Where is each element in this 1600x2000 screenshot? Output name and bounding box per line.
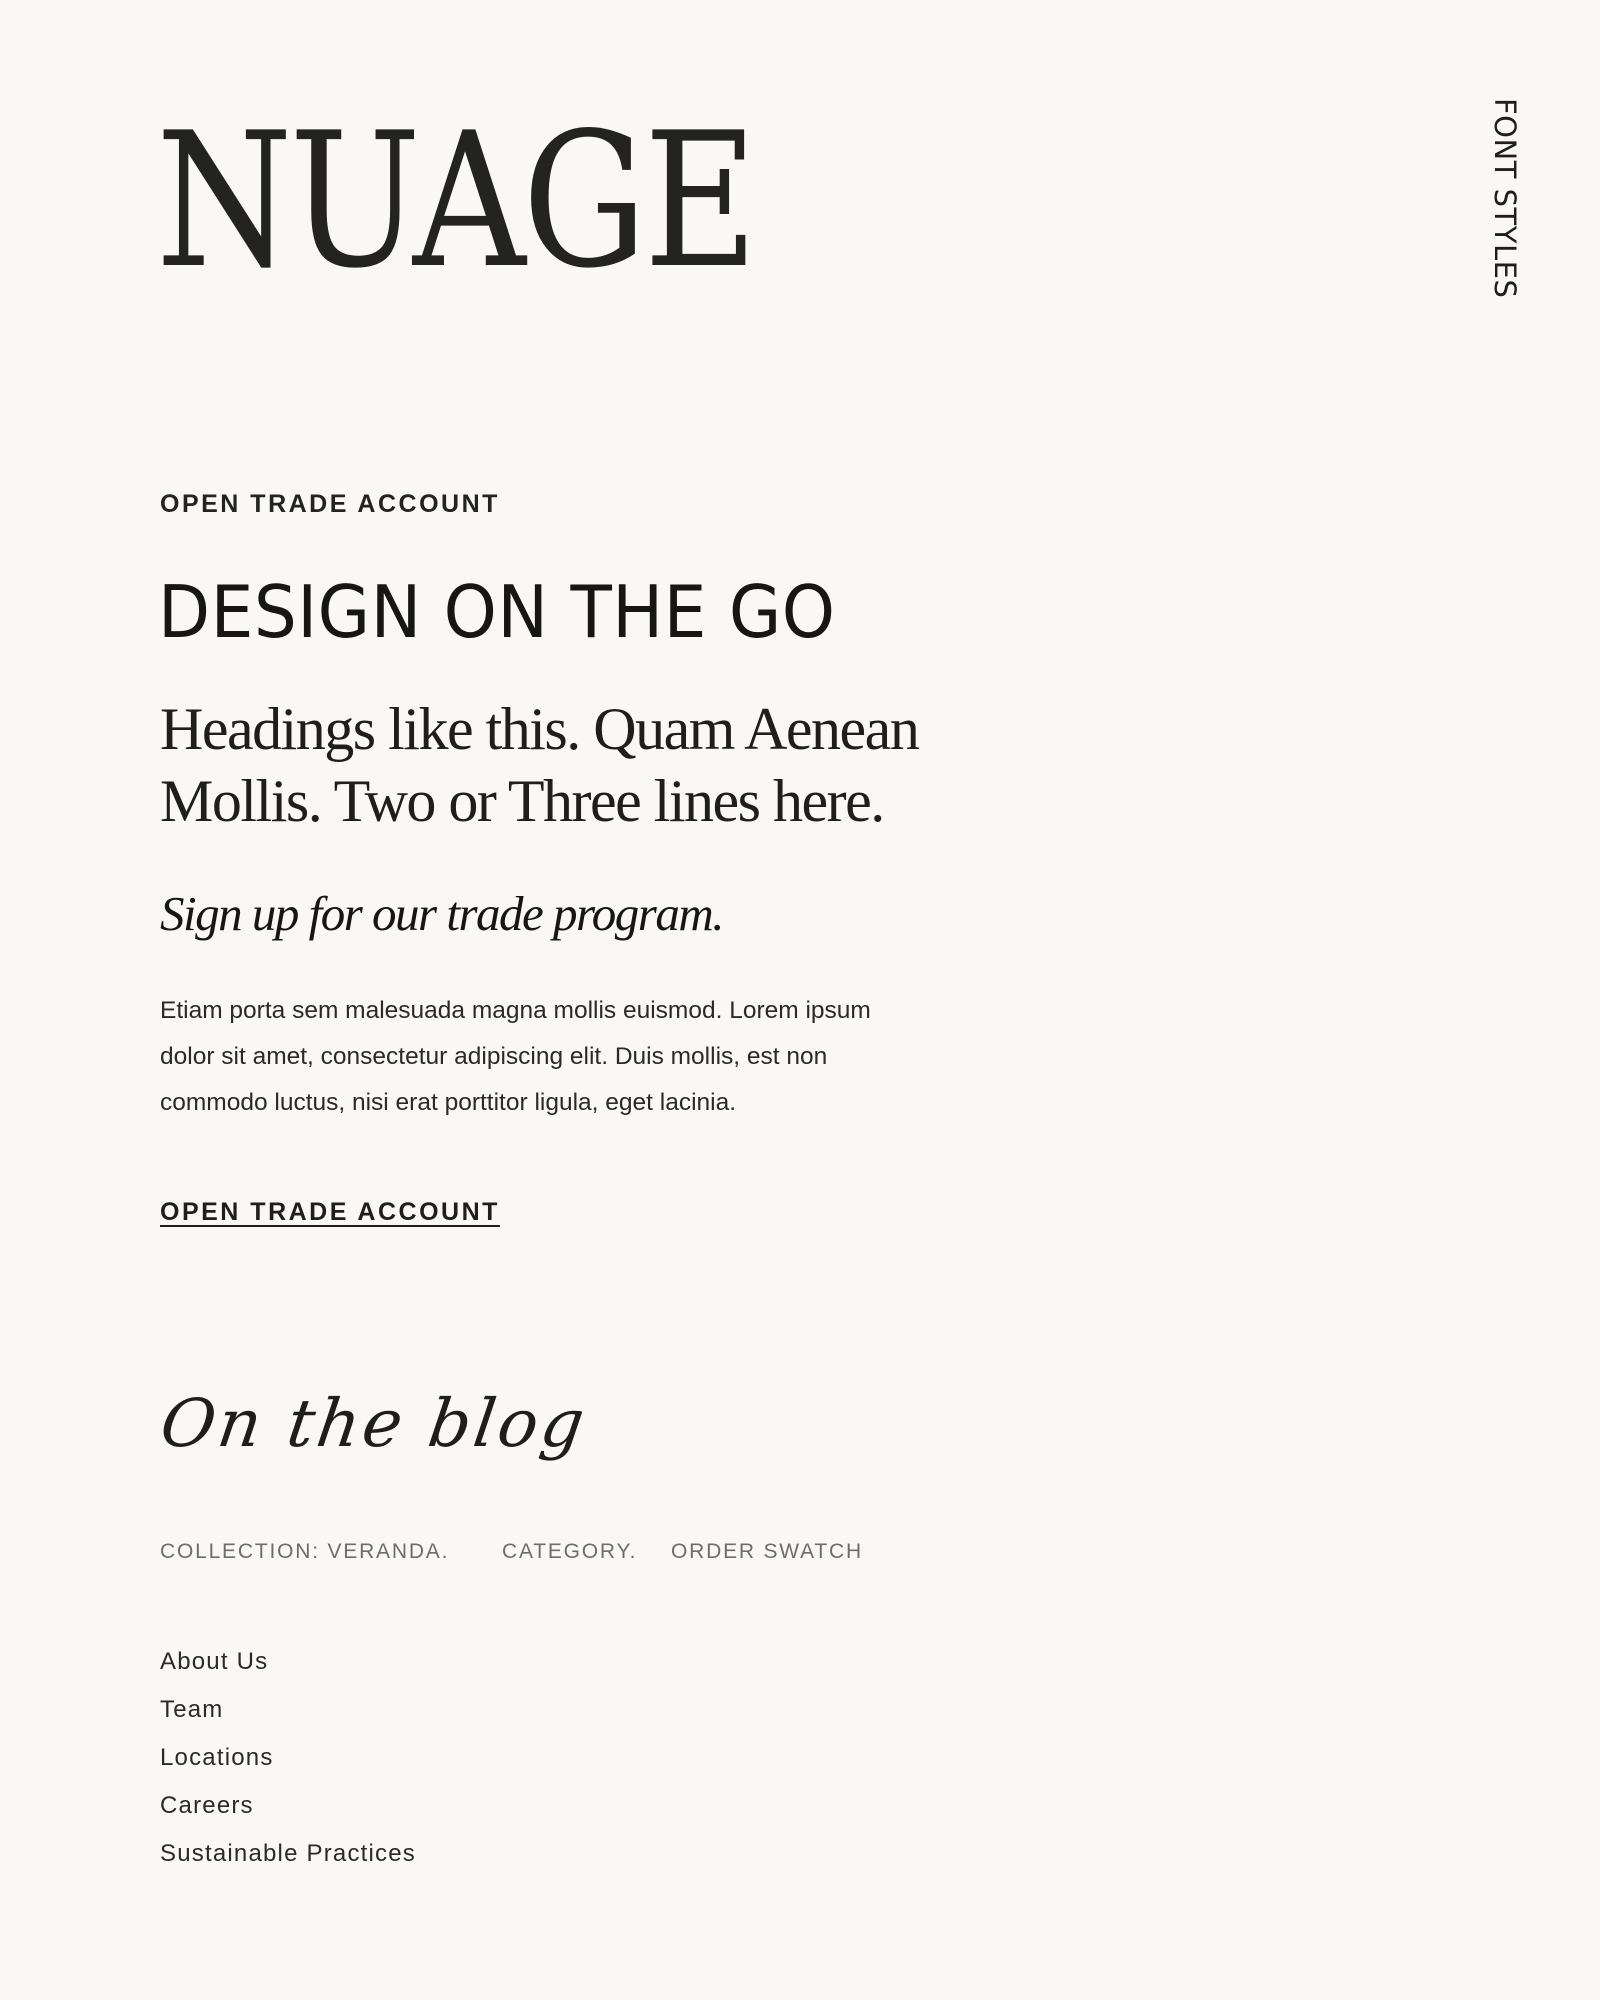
- meta-collection: COLLECTION: VERANDA.: [160, 1540, 450, 1563]
- page-headline: DESIGN ON THE GO: [158, 570, 836, 654]
- blog-script-heading: On the blog: [156, 1385, 592, 1462]
- font-styles-label: FONT STYLES: [1488, 98, 1522, 299]
- brand-logo[interactable]: NUAGE: [156, 92, 755, 309]
- tagline: Sign up for our trade program.: [160, 886, 724, 941]
- meta-order-swatch: ORDER SWATCH: [671, 1540, 863, 1563]
- footer-link-careers[interactable]: Careers: [160, 1792, 254, 1819]
- footer-link-locations[interactable]: Locations: [160, 1744, 274, 1771]
- open-trade-account-link[interactable]: OPEN TRADE ACCOUNT: [160, 1198, 500, 1226]
- meta-category: CATEGORY.: [502, 1540, 638, 1563]
- footer-link-about-us[interactable]: About Us: [160, 1648, 269, 1675]
- footer-nav: [160, 1638, 416, 1878]
- footer-link-team[interactable]: Team: [160, 1696, 224, 1723]
- subheading: Headings like this. Quam Aenean Mollis. Two or Three lines here.: [160, 696, 919, 834]
- body-paragraph: Etiam porta sem malesuada magna mollis euismod. Lorem ipsum dolor sit amet, consectetur adipiscing elit. Duis mollis, est non commodo luctus, nisi erat porttitor ligula, eget lacinia.: [160, 997, 871, 1116]
- footer-link-sustainable-practices[interactable]: Sustainable Practices: [160, 1840, 416, 1867]
- eyebrow-label: OPEN TRADE ACCOUNT: [160, 490, 500, 518]
